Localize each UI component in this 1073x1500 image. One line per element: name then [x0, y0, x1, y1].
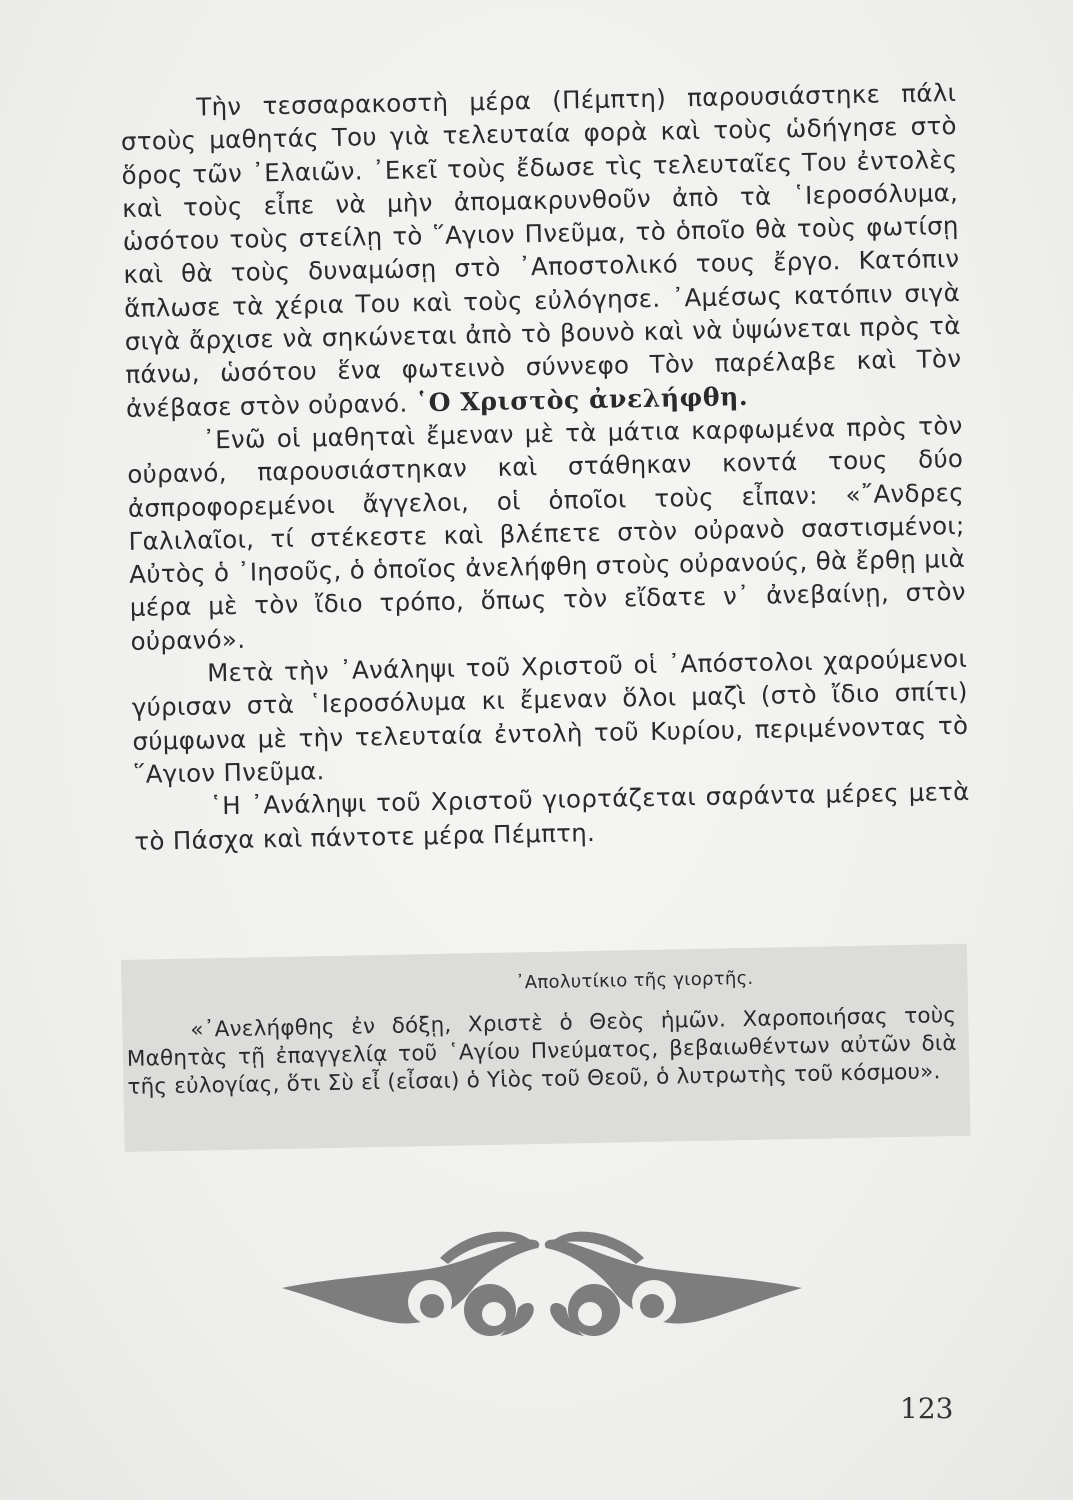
emphasis-christ-ascended: ῾Ο Χριστὸς ἀνελήφθη. — [415, 381, 749, 418]
page-number: 123 — [900, 1392, 954, 1425]
paragraph-feast-date: ῾Η ᾿Ανάληψι τοῦ Χριστοῦ γιορτάζεται σαράντα μέρες μετὰ τὸ Πάσχα καὶ πάντοτε μέρα Πέμπτη. — [134, 777, 970, 856]
paragraph-ascension — [120, 76, 962, 425]
paragraph-ascension-text: Τὴν τεσσαρακοστὴ μέρα (Πέμπτη) παρουσιάστηκε πάλι στοὺς μαθητάς Του γιὰ τελευταία φορὰ καὶ τοὺς ὡδήγησε στὸ ὅρος τῶν ᾿Ελαιῶν. ᾿Εκεῖ τοὺς ἔδωσε τὶς τελευταῖες Του ἐντολὲς καὶ τοὺς εἶπε νὰ μὴν ἀπομακρυνθοῦν ἀπὸ τὰ ῾Ιεροσόλυμα, ὡσότου τοὺς στείλῃ τὸ ῞Αγιον Πνεῦμα, τὸ ὁποῖο θὰ τοὺς φωτίσῃ καὶ θὰ τοὺς δυναμώσῃ στὸ ᾿Αποστολικό τους ἔργο. Κατόπιν ἅπλωσε τὰ χέρια Του καὶ τοὺς εὐλόγησε. ᾿Αμέσως κατόπιν σιγὰ σιγὰ ἄρχισε νὰ σηκώνεται ἀπὸ τὸ βουνὸ καὶ νὰ ὑψώνεται πρὸς τὰ πάνω, ὡσότου ἕνα φωτεινὸ σύννεφο Τὸν παρέλαβε καὶ Τὸν ἀνέβασε στὸν οὐρανό. — [120, 77, 962, 423]
main-text — [120, 76, 971, 858]
apolytikion-title: ᾿Απολυτίκιο τῆς γιορτῆς. — [515, 967, 754, 994]
apolytikion-text: «᾿Ανελήφθης ἐν δόξῃ, Χριστὲ ὁ Θεὸς ἡμῶν. Χαροποιήσας τοὺς Μαθητὰς τῇ ἐπαγγελίᾳ τοῦ ῾Αγίου Πνεύματος, βεβαιωθέντων αὐτῶν διὰ τῆς εὐλογίας, ὅτι Σὺ εἶ (εἶσαι) ὁ Υἱὸς τοῦ Θεοῦ, ὁ λυτρωτὴς τοῦ κόσμου». — [126, 1002, 957, 1100]
scroll-ornament-icon — [280, 1218, 804, 1356]
paragraph-apostles-return: Μετὰ τὴν ᾿Ανάληψι τοῦ Χριστοῦ οἱ ᾿Απόστολοι χαρούμενοι γύρισαν στὰ ῾Ιεροσόλυμα κι ἔμεναν ὅλοι μαζὶ (στὸ ἴδιο σπίτι) σύμφωνα μὲ τὴν τελευταία ἐντολὴ τοῦ Κυρίου, περιμένοντας τὸ ῞Αγιον Πνεῦμα. — [131, 643, 969, 789]
apolytikion-box — [121, 944, 971, 1152]
paragraph-angels: ᾿Ενῶ οἱ μαθηταὶ ἔμεναν μὲ τὰ μάτια καρφωμένα πρὸς τὸν οὐρανό, παρουσιάστηκαν καὶ στάθηκαν κοντά τους δύο ἀσπροφορεμένοι ἄγγελοι, οἱ ὁποῖοι τοὺς εἶπαν: «῎Ανδρες Γαλιλαῖοι, τί στέκεστε καὶ βλέπετε στὸν οὐρανὸ σαστισμένοι; Αὐτὸς ὁ ᾿Ιησοῦς, ὁ ὁποῖος ἀνελήφθη στοὺς οὐρανούς, θὰ ἔρθῃ μιὰ μέρα μὲ τὸν ἴδιο τρόπο, ὅπως τὸν εἴδατε ν᾿ ἀνεβαίνῃ, στὸν οὐρανό». — [127, 410, 967, 656]
